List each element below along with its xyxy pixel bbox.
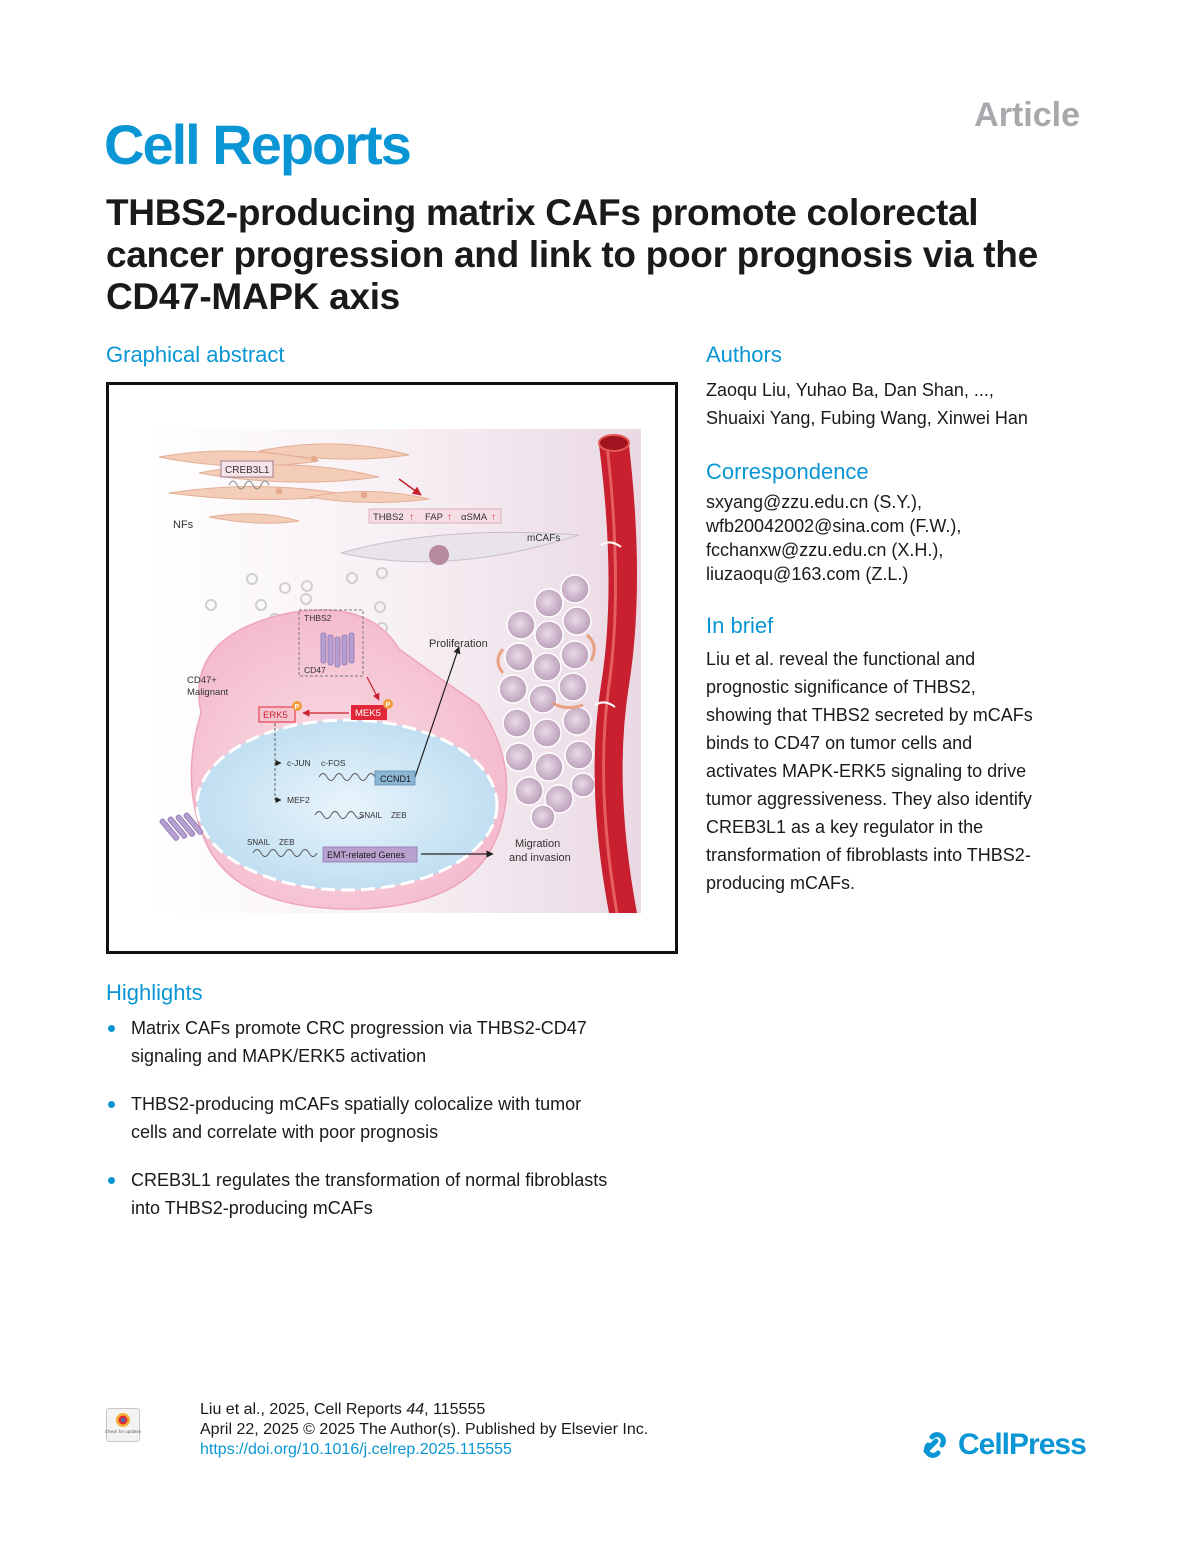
article-title: THBS2-producing matrix CAFs promote colorectal cancer progression and link to poor prognosis via the CD47-MAPK axis — [106, 192, 1038, 317]
highlight-line: Matrix CAFs promote CRC progression via THBS2-CD47 — [131, 1018, 587, 1038]
in-brief-line: tumor aggressiveness. They also identify — [706, 789, 1032, 809]
cd47-malignant-label-line2: Malignant — [187, 687, 229, 698]
in-brief-line: binds to CD47 on tumor cells and — [706, 733, 973, 753]
bullet-icon — [108, 1025, 115, 1032]
authors-line: Zaoqu Liu, Yuhao Ba, Dan Shan, ..., — [706, 380, 994, 400]
emt-genes-label: EMT-related Genes — [327, 850, 406, 860]
svg-text:↑: ↑ — [447, 512, 452, 523]
in-brief-heading: In brief — [706, 613, 774, 638]
nucleus — [197, 720, 497, 890]
mcafs-label: mCAFs — [527, 533, 561, 544]
in-brief-line: showing that THBS2 secreted by mCAFs — [706, 705, 1033, 725]
cd47-label: CD47 — [304, 665, 326, 675]
thbs2-ligand-label: THBS2 — [304, 613, 332, 623]
cd47-receptor — [321, 633, 354, 667]
cd47-malignant-label-line1: CD47+ — [187, 675, 217, 686]
highlight-line: CREB3L1 regulates the transformation of normal fibroblasts — [131, 1170, 608, 1190]
mek5-label: MEK5 — [355, 708, 381, 719]
bullet-icon — [108, 1177, 115, 1184]
journal-name[interactable]: Cell Reports — [104, 113, 410, 176]
ccnd1-label: CCND1 — [380, 774, 412, 784]
check-for-updates-icon — [104, 1409, 142, 1441]
svg-text:Check for updates: Check for updates — [104, 1429, 142, 1434]
cellpress-icon — [918, 1429, 952, 1461]
svg-text:P: P — [294, 704, 300, 711]
citation-line: Liu et al., 2025, Cell Reports 44, 115555 — [200, 1401, 486, 1418]
snail-label-2: SNAIL — [247, 838, 271, 847]
highlight-item — [106, 1014, 696, 1070]
in-brief-line: transformation of fibroblasts into THBS2- — [706, 845, 1031, 865]
email-link[interactable]: sxyang@zzu.edu.cn (S.Y.), — [706, 492, 923, 512]
cellpress-logo[interactable] — [918, 1428, 1086, 1462]
highlight-line: cells and correlate with poor prognosis — [131, 1122, 439, 1142]
check-for-updates-badge[interactable] — [106, 1408, 140, 1442]
cjun-label: c-JUN — [287, 758, 311, 768]
graphical-abstract-figure — [106, 382, 678, 954]
authors-heading: Authors — [706, 342, 782, 367]
doi-link[interactable]: https://doi.org/10.1016/j.celrep.2025.115555 — [200, 1441, 512, 1458]
migration-label-line1: Migration — [515, 838, 561, 850]
email-link[interactable]: wfb20042002@sina.com (F.W.), — [706, 516, 962, 536]
cellpress-wordmark: CellPress — [958, 1428, 1086, 1461]
creb3l1-label: CREB3L1 — [225, 465, 270, 476]
in-brief-line: producing mCAFs. — [706, 873, 856, 893]
correspondence-list — [706, 490, 961, 586]
in-brief-line: CREB3L1 as a key regulator in the — [706, 817, 984, 837]
date-line: April 22, 2025 © 2025 The Author(s). Published by Elsevier Inc. — [200, 1421, 649, 1438]
email-link[interactable]: fcchanxw@zzu.edu.cn (X.H.), — [706, 540, 944, 560]
svg-text:↑: ↑ — [409, 512, 414, 523]
graphical-abstract-illustration — [109, 385, 675, 951]
highlights-heading: Highlights — [106, 980, 203, 1005]
svg-text:P: P — [385, 702, 391, 709]
migration-label-line2: and invasion — [509, 852, 571, 864]
authors-line: Shuaixi Yang, Fubing Wang, Xinwei Han — [706, 408, 1028, 428]
graphical-abstract-heading: Graphical abstract — [106, 342, 285, 367]
citation-block — [200, 1400, 648, 1460]
svg-text:↑: ↑ — [491, 512, 496, 523]
highlight-line: into THBS2-producing mCAFs — [131, 1198, 373, 1218]
zeb-label-2: ZEB — [279, 838, 295, 847]
highlights-list — [106, 1014, 696, 1242]
authors-list — [706, 376, 1028, 432]
asma-marker-label: αSMA — [461, 512, 488, 523]
in-brief-line: Liu et al. reveal the functional and — [706, 649, 976, 669]
mcaf-nucleus — [429, 545, 449, 565]
mef2-label: MEF2 — [287, 795, 310, 805]
in-brief-line: activates MAPK-ERK5 signaling to drive — [706, 761, 1027, 781]
erk5-label: ERK5 — [263, 710, 288, 721]
cfos-label: c-FOS — [321, 758, 346, 768]
highlight-item — [106, 1166, 696, 1222]
email-link[interactable]: liuzaoqu@163.com (Z.L.) — [706, 564, 909, 584]
fap-marker-label: FAP — [425, 512, 443, 523]
thbs2-marker-label: THBS2 — [373, 512, 404, 523]
highlight-line: THBS2-producing mCAFs spatially colocalize with tumor — [131, 1094, 582, 1114]
snail-label-1: SNAIL — [359, 811, 383, 820]
in-brief-text — [706, 645, 1106, 897]
correspondence-heading: Correspondence — [706, 459, 869, 484]
zeb-label-1: ZEB — [391, 811, 407, 820]
highlight-item — [106, 1090, 696, 1146]
article-type-label: Article — [974, 96, 1080, 134]
proliferation-label: Proliferation — [429, 638, 488, 650]
highlight-line: signaling and MAPK/ERK5 activation — [131, 1046, 427, 1066]
bullet-icon — [108, 1101, 115, 1108]
in-brief-line: prognostic significance of THBS2, — [706, 677, 976, 697]
nfs-label: NFs — [173, 519, 194, 531]
